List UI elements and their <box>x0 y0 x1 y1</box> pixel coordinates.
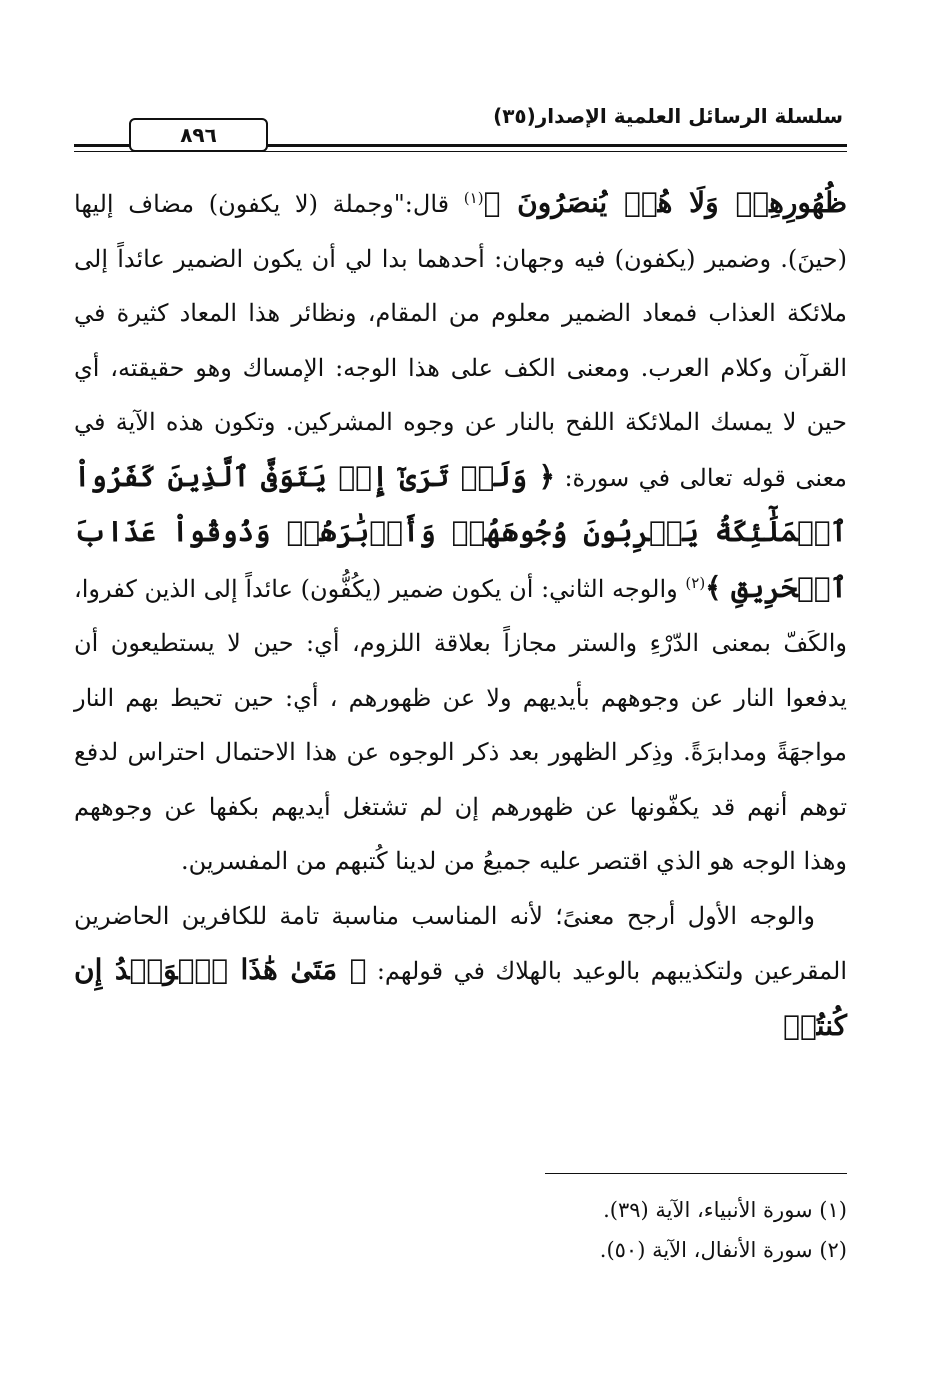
page-number: ٨٩٦ <box>129 118 268 152</box>
quran-verse: ﴿ مَتَىٰ هَٰذَا ٱلۡوَعۡدُ إِن كُنتُمۡ <box>74 953 847 1042</box>
footnotes <box>74 1190 847 1270</box>
paragraph-2 <box>74 889 847 1055</box>
page-header <box>74 100 847 154</box>
quran-verse: ظُهُورِهِمۡ وَلَا هُمۡ يُنصَرُونَ ﴾ <box>483 186 848 219</box>
series-title: سلسلة الرسائل العلمية الإصدار(٣٥) <box>493 104 843 128</box>
footnote-1: (١) سورة الأنبياء، الآية (٣٩). <box>603 1198 847 1222</box>
footnote-ref-1: (١) <box>463 189 484 207</box>
quran-verse: ﴿ وَلَوۡ تَرَىٰٓ إِذۡ يَتَوَفَّى ٱلَّذِينَ كَفَرُواْ ٱلۡمَلَٰٓئِكَةُ يَضۡرِبُونَ وُجُوهَهُمۡ وَأَدۡبَٰرَهُمۡ وَذُوقُواْ عَذَابَ ٱلۡحَرِيقِ ﴾ <box>74 459 848 604</box>
text-span: والوجه الثاني: أن يكون ضمير (يكُفُّون) عائداً إلى الذين كفروا، والكَفّ بمعنى الدّرْءِ والستر مجازاً بعلاقة اللزوم، أي: حين لا يستطيعون أن يدفعوا النار عن وجوههم بأيديهم ولا عن ظهورهم ، أي: حين تحيط بهم النار مواجهَةً ومدابرَةً. وذِكر الظهور بعد ذكر الوجوه عن هذا الاحتمال احتراس لدفع توهم أنهم قد يكفّونها عن ظهورهم إن لم تشتغل أيديهم بكفها عن وجوههم وهذا الوجه هو الذي اقتصر عليه جميعُ من لدينا كُتبهم من المفسرين. <box>74 574 847 875</box>
text-span: قال:"وجملة (لا يكفون) مضاف إليها (حينَ). وضمير (يكفون) فيه وجهان: أحدهما بدا لي أن يكون الضمير عائداً إلى ملائكة العذاب فمعاد الضمير معلوم من المقام، ونظائر هذا المعاد كثيرة في القرآن وكلام العرب. ومعنى الكف على هذا الوجه: الإمساك وهو حقيقته، أي حين لا يمسك الملائكة اللفح بالنار عن وجوه المشركين. وتكون هذه الآية في معنى قوله تعالى في سورة: <box>74 190 847 492</box>
text-span: والوجه الأول أرجح معنىً؛ لأنه المناسب مناسبة تامة للكافرين الحاضرين المقرعين ولتكذيبهم بالوعيد بالهلاك في قولهم: <box>74 901 847 985</box>
footnote-separator <box>545 1173 847 1174</box>
footnote-ref-2: (٢) <box>685 573 706 592</box>
paragraph-1 <box>74 176 847 889</box>
main-text <box>74 176 847 1054</box>
footnote-2: (٢) سورة الأنفال، الآية (٥٠). <box>599 1238 847 1262</box>
